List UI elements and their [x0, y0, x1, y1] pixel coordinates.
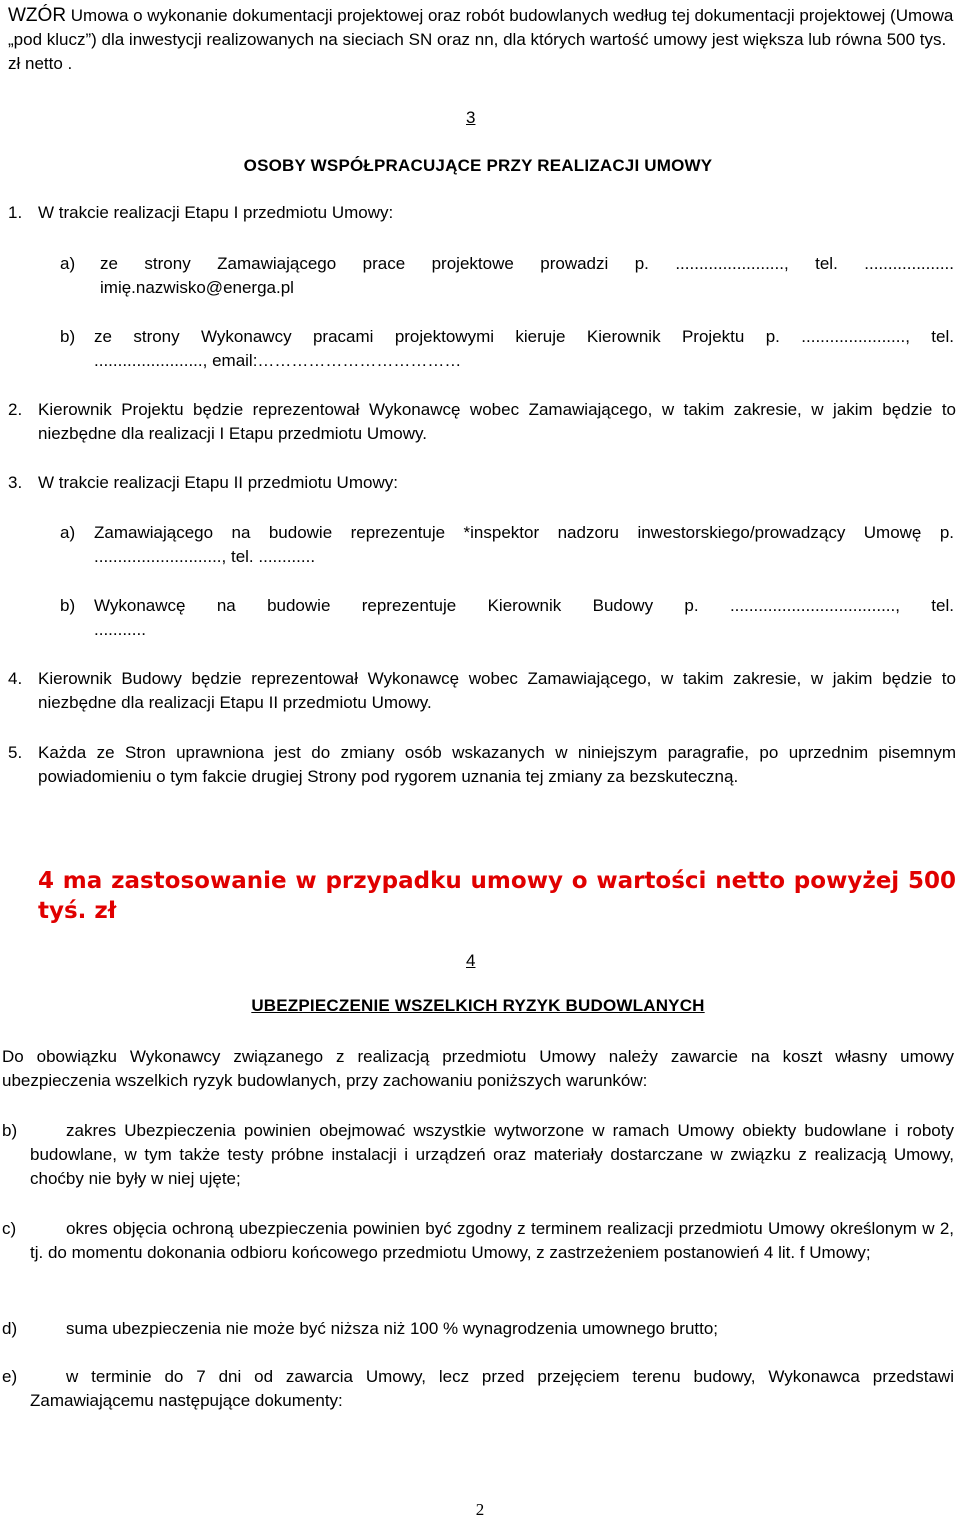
- section-3-sign: [466, 106, 475, 130]
- item-3a-line2: ..........................., tel. ............: [94, 547, 316, 566]
- item-3b-line1: Wykonawcę na budowie reprezentuje Kierownik Budowy p. ..................................., tel.: [94, 596, 954, 615]
- page-number: 2: [475, 1500, 485, 1519]
- header-description: Umowa o wykonanie dokumentacji projektowej oraz robót budowlanych według tej dokumentacji projektowej (Umowa „pod klucz”) dla inwestycji realizowanych na sieciach SN oraz nn, dla których wartość umowy jest większa lub równa 500 tys. zł netto .: [8, 6, 954, 73]
- section-4-sign: [466, 949, 475, 973]
- item-5-number: 5.: [8, 743, 23, 762]
- item-3-text: W trakcie realizacji Etapu II przedmiotu Umowy:: [38, 473, 398, 492]
- item-1a-email: imię.nazwisko@energa.pl: [100, 278, 294, 297]
- section-3-title: OSOBY WSPÓŁPRACUJĄCE PRZY REALIZACJI UMOWY: [243, 156, 713, 175]
- section-4-item-label: c): [2, 1219, 17, 1238]
- item-1-text: W trakcie realizacji Etapu I przedmiotu Umowy:: [38, 203, 394, 222]
- item-2-text: Kierownik Projektu będzie reprezentował Wykonawcę wobec Zamawiającego, w takim zakresie, w jakim będzie to niezbędne dla realizacji I Etapu przedmiotu Umowy.: [38, 400, 956, 443]
- section-4-item-label: b): [2, 1121, 18, 1140]
- item-3a-line1: Zamawiającego na budowie reprezentuje *inspektor nadzoru inwestorskiego/prowadzący Umowę p.: [94, 523, 954, 542]
- section-3-number: 3: [466, 108, 476, 127]
- section-4-item-text: w terminie do 7 dni od zawarcia Umowy, lecz przed przejęciem terenu budowy, Wykonawca przedstawi Zamawiającemu następujące dokumenty:: [30, 1367, 954, 1410]
- note-text: 4 ma zastosowanie w przypadku umowy o wartości netto powyżej 500 tyś. zł: [38, 868, 956, 924]
- section-4-item-text: zakres Ubezpieczenia powinien obejmować wszystkie wytworzone w ramach Umowy obiekty budowlane i roboty budowlane, w tym także testy próbne instalacji i urządzeń oraz materiały dostarczane w związku z realizacją Umowy, choćby nie były w niej ujęte;: [30, 1121, 954, 1188]
- item-1a-label: a): [60, 254, 76, 273]
- item-3a-label: a): [60, 523, 76, 542]
- section-4-item-text: suma ubezpieczenia nie może być niższa niż 100 % wynagrodzenia umownego brutto;: [66, 1319, 719, 1338]
- applicability-note: [38, 866, 956, 926]
- item-1b-label: b): [60, 327, 76, 346]
- item-1-number: 1.: [8, 203, 23, 222]
- section-4-number: 4: [466, 951, 476, 970]
- item-5-text: Każda ze Stron uprawniona jest do zmiany osób wskazanych w niniejszym paragrafie, po uprzednim pisemnym powiadomieniu o tym fakcie drugiej Strony pod rygorem uznania tej zmiany za bezskuteczną.: [38, 743, 956, 786]
- section-4-item-label: d): [2, 1319, 18, 1338]
- section-4-item-label: e): [2, 1367, 18, 1386]
- item-3b-line2: ...........: [94, 620, 146, 639]
- item-1b-line2: ......................., email:………………………………: [94, 351, 462, 370]
- item-4-number: 4.: [8, 669, 23, 688]
- item-2-number: 2.: [8, 400, 23, 419]
- item-1a-line1: ze strony Zamawiającego prace projektowe prowadzi p. ......................., tel. ...................: [100, 254, 954, 273]
- document-header: [8, 4, 956, 76]
- item-3-number: 3.: [8, 473, 23, 492]
- item-3b-label: b): [60, 596, 76, 615]
- section-4-intro: Do obowiązku Wykonawcy związanego z realizacją przedmiotu Umowy należy zawarcie na koszt własny umowy ubezpieczenia wszelkich ryzyk budowlanych, przy zachowaniu poniższych warunków:: [2, 1047, 954, 1090]
- item-1b-line1: ze strony Wykonawcy pracami projektowymi kieruje Kierownik Projektu p. ......................, tel.: [94, 327, 954, 346]
- section-4-item-text: okres objęcia ochroną ubezpieczenia powinien być zgodny z terminem realizacji przedmiotu Umowy określonym w 2, tj. do momentu dokonania odbioru końcowego przedmiotu Umowy, z zastrzeżeniem postanowień 4 lit. f Umowy;: [30, 1219, 954, 1262]
- section-4-title: UBEZPIECZENIE WSZELKICH RYZYK BUDOWLANYCH: [251, 996, 705, 1015]
- template-tag: WZÓR: [8, 5, 67, 26]
- item-4-text: Kierownik Budowy będzie reprezentował Wykonawcę wobec Zamawiającego, w takim zakresie, w jakim będzie to niezbędne dla realizacji Etapu II przedmiotu Umowy.: [38, 669, 956, 712]
